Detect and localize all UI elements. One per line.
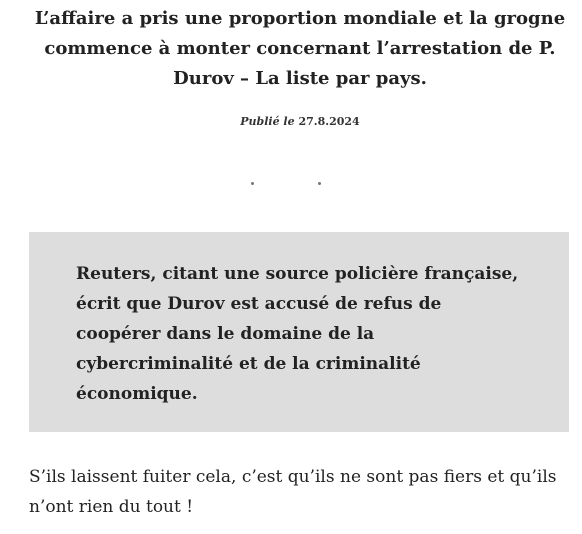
body-paragraph: S’ils laissent fuiter cela, c’est qu’ils ne sont pas fiers et qu’ils n’ont rien du tout ! [29, 467, 557, 517]
quote-text: Reuters, citant une source policière française, écrit que Durov est accusé de refus de coopérer dans le domaine de la cybercriminalité et de la criminalité économique. [76, 264, 519, 404]
published-date: 27.8.2024 [298, 115, 360, 128]
article-header [30, 4, 570, 128]
separator-dots [0, 182, 582, 188]
published-label: Publié le [240, 115, 295, 128]
publish-meta [30, 115, 570, 128]
separator-dot [318, 182, 321, 185]
separator-dot [251, 182, 254, 185]
article-title: L’affaire a pris une proportion mondiale et la grogne commence à monter concernant l’arrestation de P. Durov – La liste par pays. [34, 8, 566, 89]
highlight-quote [29, 232, 569, 432]
